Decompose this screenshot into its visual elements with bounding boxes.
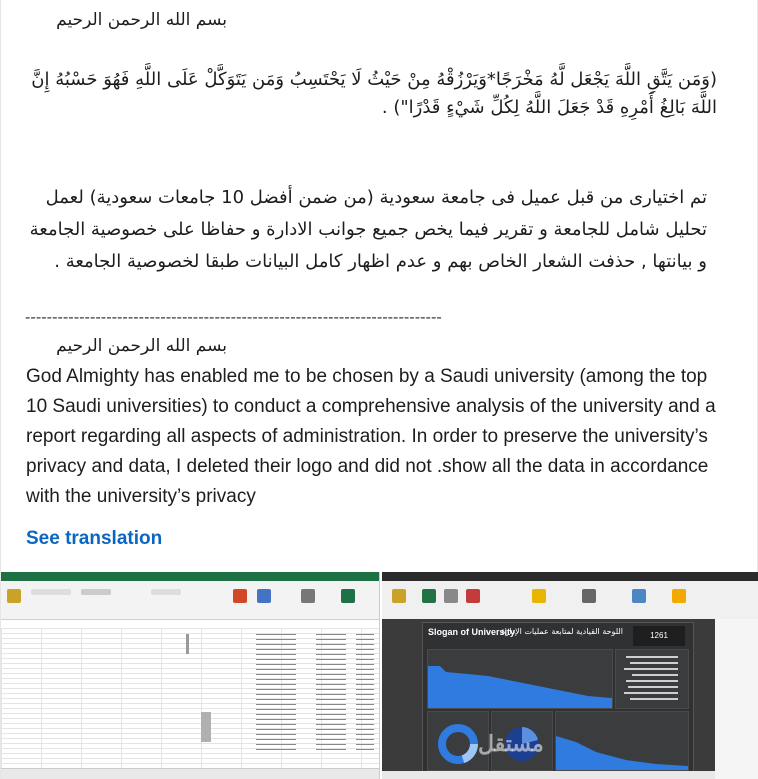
sort-filter-icon: [341, 589, 355, 603]
powerbi-title-bar: [382, 572, 758, 581]
list-line: [632, 674, 678, 676]
quran-verse: (وَمَن يَتَّقِ اللَّهَ يَجْعَل لَّهُ مَخْرَجًا*وَيَرْزُقْهُ مِنْ حَيْثُ لَا يَحْتَسِبُ وَمَن يَتَوَكَّلْ عَلَى اللَّهِ فَهُوَ حَسْبُهُ إِنَّ اللَّهَ بَالِغُ أَمْرِهِ قَدْ جَعَلَ اللَّهُ لِكُلِّ شَيْءٍ قَدْرًا") .: [31, 69, 717, 118]
watermark: مستقل: [478, 731, 544, 756]
sql-icon: [466, 589, 480, 603]
excel-screenshot-image[interactable]: [1, 572, 380, 779]
arabic-description: تم اختيارى من قبل عميل فى جامعة سعودية (من ضمن أفضل 10 جامعات سعودية) لعمل تحليل شامل للجامعة و تقرير فيما يخص جميع جوانب الادارة و حفاظا على خصوصية الجامعة و بيانتها , حذفت الشعار الخاص بهم و عدم اظهار كامل البيانات طبقا لخصوصية الجامعة .: [29, 187, 707, 272]
area-chart-panel: [427, 649, 613, 709]
english-description: God Almighty has enabled me to be chosen by a Saudi university (among the top 10 Saudi universities) to conduct a comprehensive analysis of the university and a report regarding all aspects of administration. In order to preserve the university’s privacy and data, I deleted their logo and did not .show all the data in accordance with the university’s privacy: [26, 366, 716, 507]
paste-icon: [392, 589, 406, 603]
list-line: [630, 662, 678, 664]
separator-line: -----------------------------------------------------------------------------: [25, 308, 442, 326]
list-line: [624, 668, 678, 670]
visualizations-pane: [715, 619, 758, 779]
list-line: [628, 686, 678, 688]
paste-icon: [7, 589, 21, 603]
publish-icon: [672, 589, 686, 603]
align-icon: [81, 589, 111, 595]
basmala-heading-second: بسم الله الرحمن الرحيم: [56, 336, 227, 356]
slogan-title: Slogan of University: [428, 627, 516, 637]
list-line: [624, 692, 678, 694]
attached-images: [1, 572, 758, 779]
list-panel: [615, 649, 689, 709]
grey-cells: [186, 634, 189, 654]
list-line: [626, 656, 678, 658]
text-column: [256, 634, 296, 754]
number-format-icon: [151, 589, 181, 595]
excel-data-icon: [422, 589, 436, 603]
new-visual-icon: [582, 589, 596, 603]
list-line: [626, 680, 678, 682]
powerbi-screenshot-image[interactable]: [382, 572, 758, 779]
distribution-chart: [556, 712, 688, 770]
area-series: [428, 666, 612, 708]
kpi-card: 1261: [633, 626, 685, 646]
measure-icon: [632, 589, 646, 603]
excel-title-bar: [1, 572, 379, 581]
text-column-2: [316, 634, 346, 754]
text-list: [616, 650, 688, 708]
distribution-series: [556, 736, 688, 770]
report-canvas: [422, 622, 694, 774]
basmala-heading: بسم الله الرحمن الرحيم: [56, 10, 227, 30]
page-tabs: [382, 771, 715, 779]
grey-cells-2: [201, 712, 211, 742]
text-column-3: [356, 634, 374, 754]
format-table-icon: [257, 589, 271, 603]
data-hub-icon: [444, 589, 458, 603]
sheet-tabs: [1, 768, 379, 779]
see-translation-link[interactable]: See translation: [26, 528, 163, 549]
transform-icon: [532, 589, 546, 603]
conditional-format-icon: [233, 589, 247, 603]
excel-ribbon: [1, 581, 379, 620]
dashboard-title: اللوحة القيادية لمتابعة عمليات الإدارة: [501, 627, 623, 636]
powerbi-ribbon: [382, 581, 758, 619]
list-line: [630, 698, 678, 700]
distribution-panel: [555, 711, 689, 771]
insert-cells-icon: [301, 589, 315, 603]
font-box-icon: [31, 589, 71, 595]
area-chart: [428, 650, 612, 708]
